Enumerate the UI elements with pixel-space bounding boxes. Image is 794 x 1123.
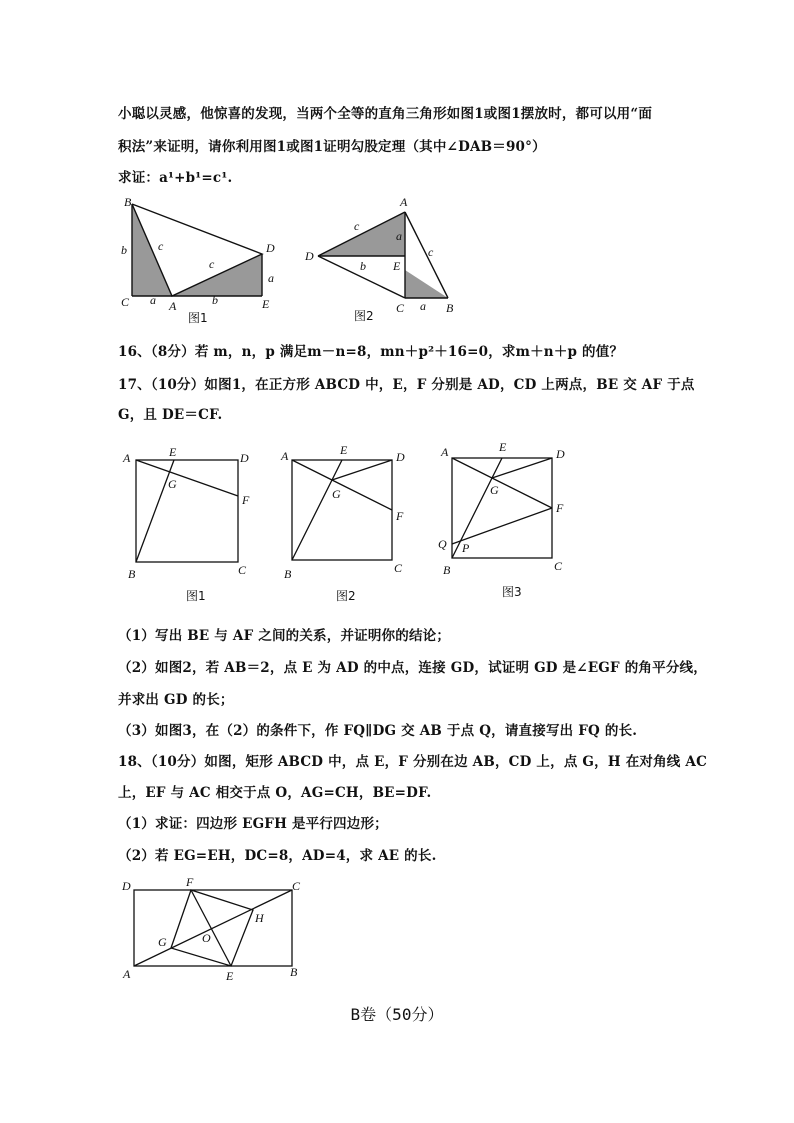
q17-part-3: （3）如图3，在（2）的条件下，作 FQ∥DG 交 AB 于点 Q，请直接写出 FQ 的长. (118, 723, 638, 739)
figure-1 (121, 195, 275, 325)
q16-text: 16、（8分）若 m，n，p 满足m－n=8，mn＋p²＋16=0，求m＋n＋p 的值？ (118, 344, 624, 360)
fig1-label-C: C (121, 295, 130, 309)
q18-label-B: B (290, 965, 298, 979)
f1-label-F: F (242, 493, 250, 507)
fig1-label-a1: a (150, 293, 156, 307)
fig2-label-A: A (400, 195, 408, 209)
fig1-label-c2: c (209, 257, 215, 271)
intro-line-2: 积法”来证明，请你利用图1或图1证明勾股定理（其中∠DAB＝90°） (118, 139, 546, 155)
fig1-label-b: b (121, 243, 127, 257)
intro-line-3: 求证：a¹+b¹=c¹. (118, 170, 233, 186)
f3-label-B: B (443, 563, 451, 577)
fig2-label-a2: a (420, 299, 426, 313)
section-b-heading: B卷（50分） (350, 1005, 444, 1024)
f1-label-C: C (238, 563, 247, 577)
intro-line-1: 小聪以灵感，他惊喜的发现，当两个全等的直角三角形如图1或图1摆放时，都可以用“面 (118, 106, 653, 122)
q17-line-2: G，且 DE＝CF. (118, 407, 223, 423)
q18-label-G: G (158, 935, 167, 949)
f3-label-C: C (554, 559, 563, 573)
q18-label-E: E (226, 969, 234, 983)
f2-label-A: A (281, 449, 289, 463)
q17-fig1-caption: 图1 (186, 589, 206, 603)
q17-fig2-caption: 图2 (336, 589, 356, 603)
f2-label-E: E (340, 443, 348, 457)
f1-label-A: A (123, 451, 131, 465)
f3-label-F: F (556, 501, 564, 515)
f1-label-E: E (169, 445, 177, 459)
q17-part-2a: （2）如图2，若 AB＝2，点 E 为 AD 的中点，连接 GD，试证明 GD 是∠EGF 的角平分线， (118, 660, 707, 676)
q18-label-D: D (122, 879, 131, 893)
f3-label-Q: Q (438, 537, 447, 551)
q18-part-1: （1）求证：四边形 EGFH 是平行四边形； (118, 816, 388, 832)
f2-label-C: C (394, 561, 403, 575)
q18-label-H: H (255, 911, 264, 925)
q18-label-F: F (186, 875, 194, 889)
fig2-label-E: E (393, 259, 401, 273)
fig2-caption: 图2 (354, 309, 374, 323)
fig1-label-b2: b (212, 293, 218, 307)
fig2-label-b: b (360, 259, 366, 273)
fig2-label-B: B (446, 301, 454, 315)
q18-part-2: （2）若 EG=EH，DC=8，AD=4，求 AE 的长. (118, 848, 437, 864)
fig1-label-B: B (124, 195, 132, 209)
q18-label-A: A (123, 967, 131, 981)
f2-label-D: D (396, 450, 405, 464)
fig2-label-D: D (305, 249, 314, 263)
q17-part-2b: 并求出 GD 的长； (118, 692, 234, 708)
f2-label-G: G (332, 487, 341, 501)
fig2-label-C: C (396, 301, 405, 315)
rectangle-figure (116, 872, 316, 984)
fig1-label-a2: a (268, 271, 274, 285)
q17-figure-3 (438, 440, 565, 599)
q17-fig3-caption: 图3 (502, 585, 522, 599)
q18-label-C: C (292, 879, 301, 893)
f1-label-B: B (128, 567, 136, 581)
f3-label-E: E (499, 440, 507, 454)
pythagoras-figures (112, 192, 472, 332)
square-figures (116, 436, 578, 608)
fig1-label-E: E (262, 297, 270, 311)
q18-line-1: 18、（10分）如图，矩形 ABCD 中，点 E，F 分别在边 AB，CD 上，点 G，H 在对角线 AC (118, 754, 708, 770)
q17-line-1: 17、（10分）如图1，在正方形 ABCD 中，E，F 分别是 AD，CD 上两点，BE 交 AF 于点 (118, 377, 695, 393)
fig1-label-A: A (169, 299, 177, 313)
f3-label-A: A (441, 445, 449, 459)
q18-line-2: 上，EF 与 AC 相交于点 O，AG=CH，BE=DF. (118, 785, 432, 801)
q17-part-1: （1）写出 BE 与 AF 之间的关系，并证明你的结论； (118, 628, 451, 644)
fig1-caption: 图1 (188, 311, 208, 325)
fig2-label-a1: a (396, 229, 402, 243)
q17-figure-2 (280, 443, 405, 603)
figure-2 (304, 195, 454, 323)
f1-label-D: D (240, 451, 249, 465)
q18-label-O: O (202, 931, 211, 945)
f3-label-G: G (490, 483, 499, 497)
f2-label-F: F (396, 509, 404, 523)
fig1-label-D: D (266, 241, 275, 255)
fig2-label-c1: c (354, 219, 360, 233)
f1-label-G: G (168, 477, 177, 491)
fig2-label-c2: c (428, 245, 434, 259)
f3-label-P: P (462, 541, 470, 555)
q17-figure-1 (122, 445, 250, 603)
fig1-label-c1: c (158, 239, 164, 253)
f2-label-B: B (284, 567, 292, 581)
f3-label-D: D (556, 447, 565, 461)
